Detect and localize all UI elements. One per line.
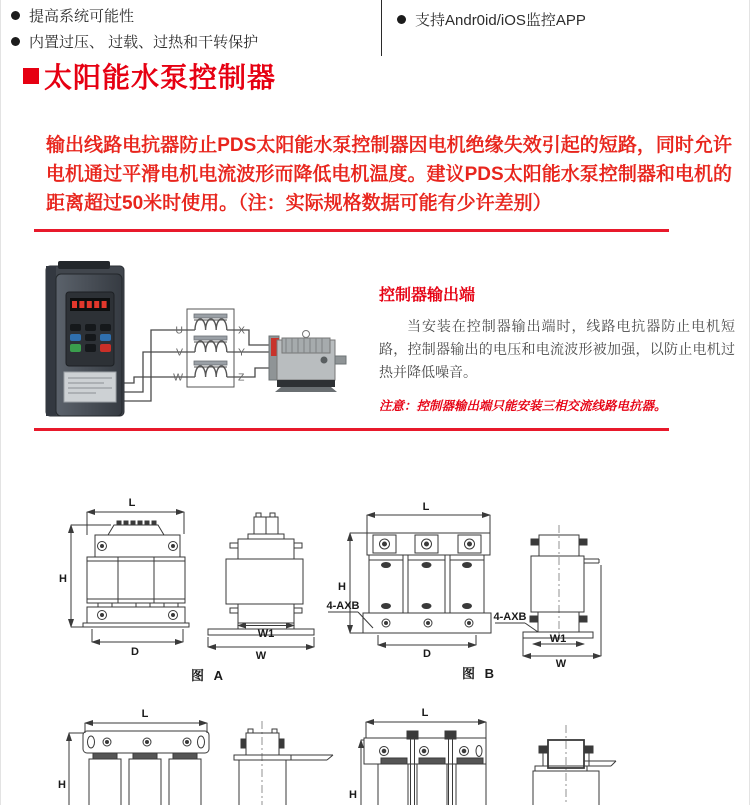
feature-text: 内置过压、 过载、过热和干转保护	[29, 33, 259, 51]
red-divider-bottom	[34, 428, 669, 431]
dim-label-h: H	[338, 581, 346, 593]
dim-label-l: L	[422, 501, 430, 513]
terminal-label-w: W	[173, 371, 183, 384]
feature-item	[11, 2, 376, 28]
bullet-icon	[11, 11, 20, 20]
feature-text: 提高系统可能性	[29, 7, 135, 25]
dim-label-d: D	[131, 646, 139, 658]
red-square-icon	[23, 68, 39, 84]
figure-b-caption: 图 B	[462, 666, 498, 681]
red-divider-top	[34, 229, 669, 232]
bullet-icon	[397, 15, 406, 24]
reactor-coil-diagram	[173, 309, 245, 387]
dim-label-w1: W1	[549, 633, 567, 645]
figure-b-side-view	[495, 525, 601, 656]
wiring-diagram	[34, 240, 379, 428]
dim-label-4axb: 4-AXB	[326, 600, 360, 612]
terminal-label-z: Z	[238, 371, 245, 384]
dim-label-d: D	[423, 648, 431, 660]
dim-label-h: H	[349, 789, 357, 801]
page-title: 太阳能水泵控制器	[44, 62, 277, 93]
motor-graphic	[269, 331, 346, 393]
inverter-graphic	[46, 261, 124, 416]
column-divider	[381, 0, 382, 56]
figure-a-caption: 图 A	[191, 668, 227, 683]
terminal-label-u: U	[175, 324, 183, 337]
feature-list-left	[11, 2, 376, 54]
terminal-label-x: X	[238, 324, 246, 337]
bullet-icon	[11, 37, 20, 46]
panel-heading: 控制器输出端	[379, 287, 476, 304]
dim-label-l: L	[421, 707, 429, 719]
dim-label-h: H	[59, 573, 67, 585]
figure-b-front-view	[328, 515, 491, 645]
bottom-right-side-view	[533, 725, 616, 805]
figure-a-side-view	[208, 513, 314, 647]
intro-paragraph: 输出线路电抗器防止PDS太阳能水泵控制器因电机绝缘失效引起的短路，同时允许电机通过平滑电机电流波形而降低电机温度。建议PDS太阳能水泵控制器和电机的距离超过50米时使用。（注：实际规格数据可能有少许差别）	[46, 135, 732, 214]
feature-item	[11, 28, 376, 54]
bottom-left-side-view	[234, 721, 333, 805]
dim-label-w1: W1	[257, 628, 275, 640]
figure-a-front-view	[71, 512, 189, 642]
feature-item	[397, 6, 737, 32]
panel-body: 当安装在控制器输出端时，线路电抗器防止电机短路，控制器输出的电压和电流波形被加强，以防止电机过热并降低噪音。	[379, 318, 735, 380]
dim-label-4axb: 4-AXB	[493, 611, 527, 623]
dim-label-w: W	[555, 658, 567, 670]
feature-text: 支持Andr0id/iOS监控APP	[415, 11, 586, 29]
dim-label-w: W	[255, 650, 267, 662]
bottom-left-front-view	[69, 723, 209, 805]
panel-note: 注意：控制器输出端只能安装三相交流线路电抗器。	[379, 399, 667, 413]
dimension-drawings	[1, 455, 750, 805]
terminal-label-v: V	[175, 346, 183, 359]
bottom-right-front-view	[361, 722, 486, 805]
section-heading	[23, 56, 276, 96]
feature-list-right	[397, 6, 737, 32]
terminal-label-y: Y	[238, 346, 246, 359]
dim-label-h: H	[58, 779, 66, 791]
output-panel-text	[379, 282, 735, 414]
dim-label-l: L	[128, 497, 136, 509]
dim-label-l: L	[141, 708, 149, 720]
